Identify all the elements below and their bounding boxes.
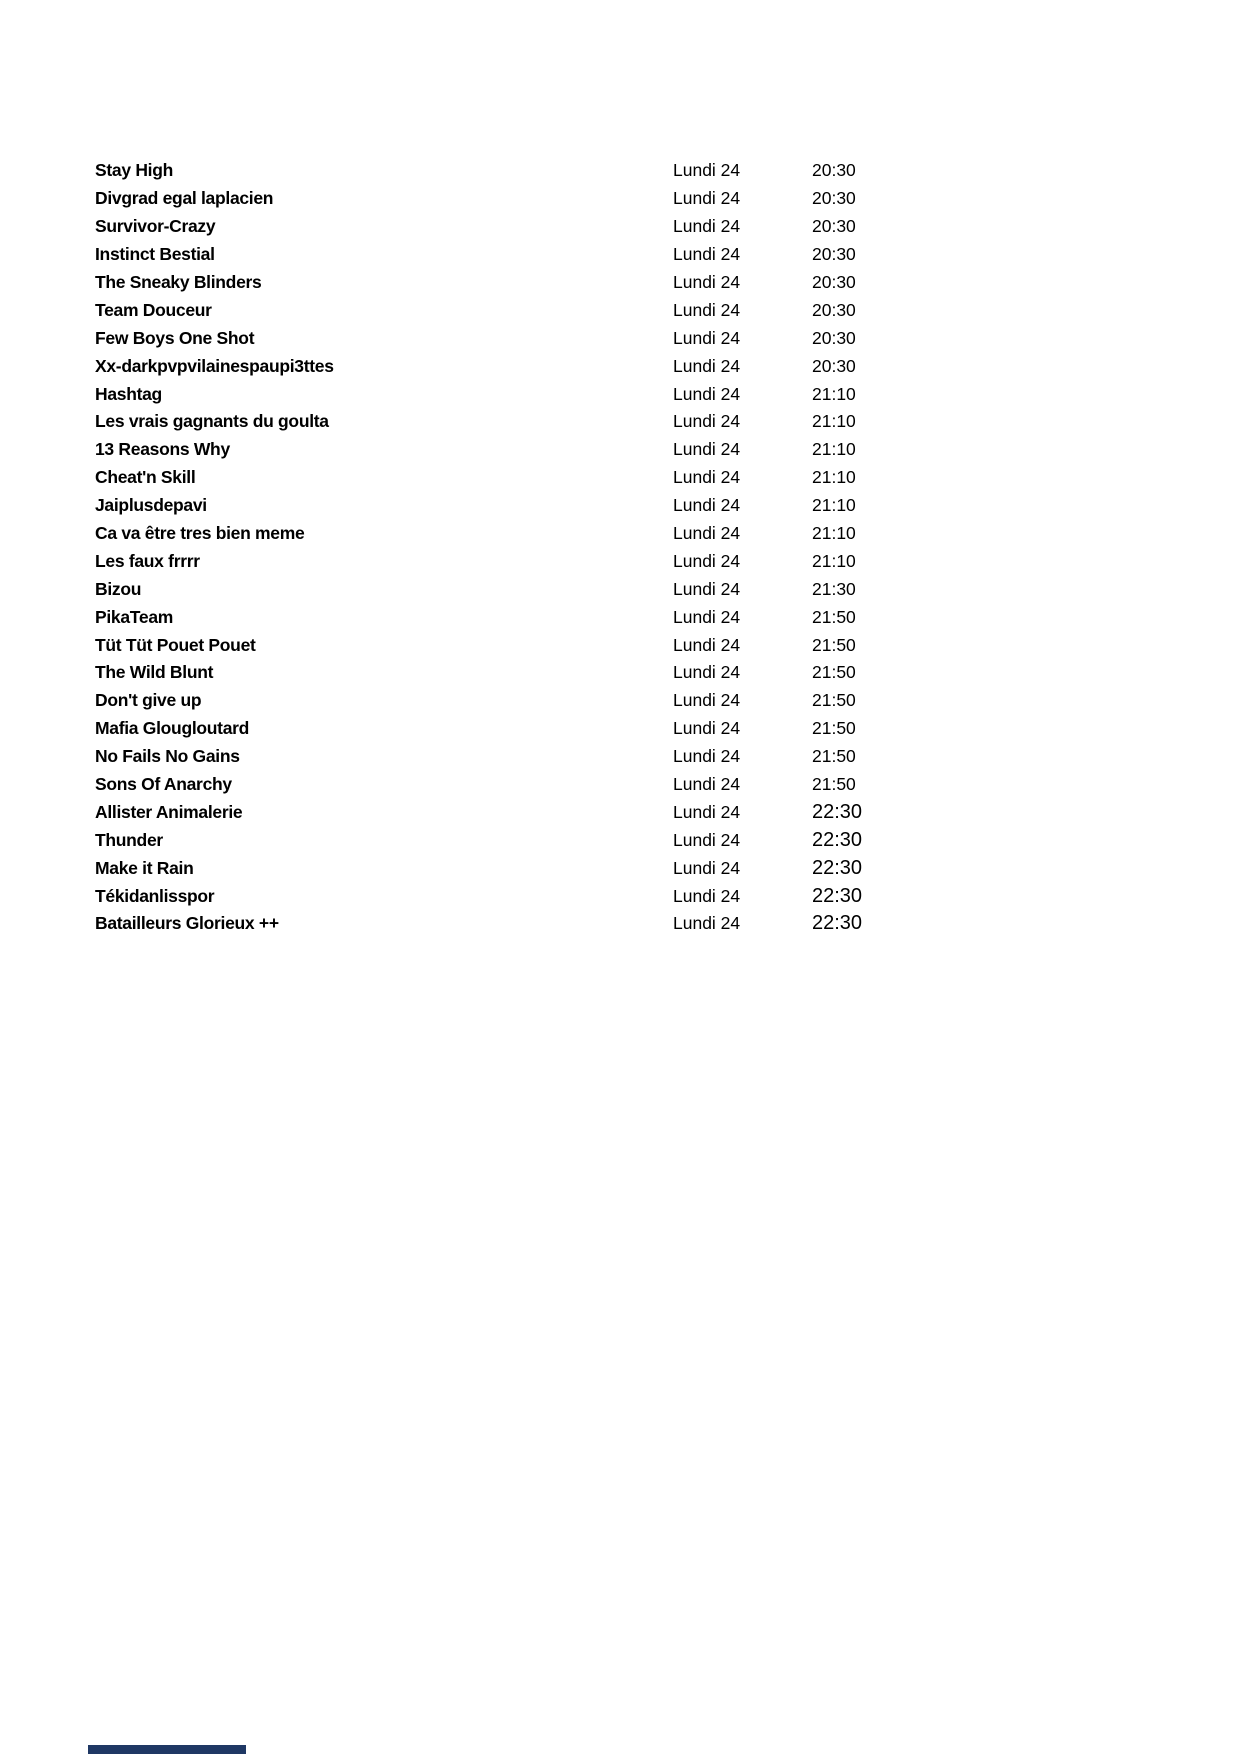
day-cell: Lundi 24 [673,244,741,265]
time-cell: 22:30 [812,884,863,907]
team-name: Team Douceur [95,299,212,320]
time-cell: 20:30 [812,160,856,181]
table-row [95,631,1241,659]
team-name: Tékidanlisspor [95,885,215,906]
team-name: Allister Animalerie [95,801,243,822]
day-cell: Lundi 24 [673,188,741,209]
team-name: Les vrais gagnants du goulta [95,411,329,432]
time-cell: 21:50 [812,746,856,767]
day-cell: Lundi 24 [673,634,741,655]
day-cell: Lundi 24 [673,690,741,711]
table-row [95,269,1241,297]
table-row [95,743,1241,771]
table-row [95,520,1241,548]
day-cell: Lundi 24 [673,801,741,822]
time-cell: 21:10 [812,467,856,488]
footer-bar [88,1745,246,1754]
day-cell: Lundi 24 [673,606,741,627]
day-cell: Lundi 24 [673,216,741,237]
day-cell: Lundi 24 [673,550,741,571]
time-cell: 21:10 [812,523,856,544]
team-name: No Fails No Gains [95,746,240,767]
time-cell: 21:50 [812,662,856,683]
team-name: Sons Of Anarchy [95,774,232,795]
team-name: The Wild Blunt [95,662,214,683]
table-row [95,380,1241,408]
time-cell: 20:30 [812,272,856,292]
team-name: Make it Rain [95,857,194,878]
table-row [95,436,1241,464]
time-cell: 22:30 [812,800,863,823]
team-name: Hashtag [95,383,162,404]
time-cell: 20:30 [812,244,856,265]
team-name: Les faux frrrr [95,550,200,571]
day-cell: Lundi 24 [673,355,741,376]
team-name: PikaTeam [95,606,174,627]
table-row [95,575,1241,603]
day-cell: Lundi 24 [673,327,741,348]
table-row [95,352,1241,380]
day-cell: Lundi 24 [673,857,741,878]
table-row [95,296,1241,324]
day-cell: Lundi 24 [673,160,741,181]
table-row [95,798,1241,826]
time-cell: 21:50 [812,606,856,627]
day-cell: Lundi 24 [673,439,741,460]
time-cell: 21:50 [812,690,856,711]
schedule-list [95,157,1241,938]
team-name: Xx-darkpvpvilainespaupi3ttes [95,355,334,376]
table-row [95,492,1241,520]
time-cell: 22:30 [812,912,863,935]
team-name: Tüt Tüt Pouet Pouet [95,634,256,655]
table-row [95,241,1241,269]
day-cell: Lundi 24 [673,578,741,599]
day-cell: Lundi 24 [673,495,741,516]
table-row [95,826,1241,854]
day-cell: Lundi 24 [673,774,741,795]
table-row [95,185,1241,213]
table-row [95,854,1241,882]
team-name: Batailleurs Glorieux ++ [95,913,279,934]
team-name: Instinct Bestial [95,244,215,265]
table-row [95,464,1241,492]
team-name: Few Boys One Shot [95,327,255,348]
table-row [95,659,1241,687]
day-cell: Lundi 24 [673,299,741,320]
day-cell: Lundi 24 [673,383,741,404]
table-row [95,603,1241,631]
time-cell: 22:30 [812,856,863,879]
team-name: 13 Reasons Why [95,439,230,460]
team-name: The Sneaky Blinders [95,272,262,292]
time-cell: 21:10 [812,550,856,571]
table-row [95,157,1241,185]
time-cell: 21:10 [812,439,856,460]
table-row [95,408,1241,436]
day-cell: Lundi 24 [673,718,741,739]
team-name: Stay High [95,160,174,181]
day-cell: Lundi 24 [673,913,741,934]
table-row [95,771,1241,799]
time-cell: 21:10 [812,495,856,516]
team-name: Mafia Glougloutard [95,718,250,739]
day-cell: Lundi 24 [673,662,741,683]
time-cell: 21:50 [812,718,856,739]
team-name: Don't give up [95,690,202,711]
table-row [95,910,1241,938]
time-cell: 20:30 [812,299,856,320]
team-name: Jaiplusdepavi [95,495,207,516]
table-row [95,213,1241,241]
team-name: Cheat'n Skill [95,467,196,488]
time-cell: 21:50 [812,634,856,655]
team-name: Bizou [95,578,142,599]
time-cell: 20:30 [812,327,856,348]
day-cell: Lundi 24 [673,746,741,767]
time-cell: 21:10 [812,383,856,404]
time-cell: 21:10 [812,411,856,432]
time-cell: 20:30 [812,355,856,376]
day-cell: Lundi 24 [673,885,741,906]
day-cell: Lundi 24 [673,467,741,488]
time-cell: 21:50 [812,774,856,795]
table-row [95,547,1241,575]
team-name: Divgrad egal laplacien [95,188,274,209]
table-row [95,687,1241,715]
table-row [95,324,1241,352]
time-cell: 20:30 [812,188,856,209]
time-cell: 20:30 [812,216,856,237]
team-name: Thunder [95,829,163,850]
time-cell: 21:30 [812,578,856,599]
day-cell: Lundi 24 [673,272,741,292]
team-name: Survivor-Crazy [95,216,216,237]
day-cell: Lundi 24 [673,411,741,432]
team-name: Ca va être tres bien meme [95,523,305,544]
day-cell: Lundi 24 [673,523,741,544]
time-cell: 22:30 [812,828,863,851]
table-row [95,715,1241,743]
table-row [95,882,1241,910]
day-cell: Lundi 24 [673,829,741,850]
